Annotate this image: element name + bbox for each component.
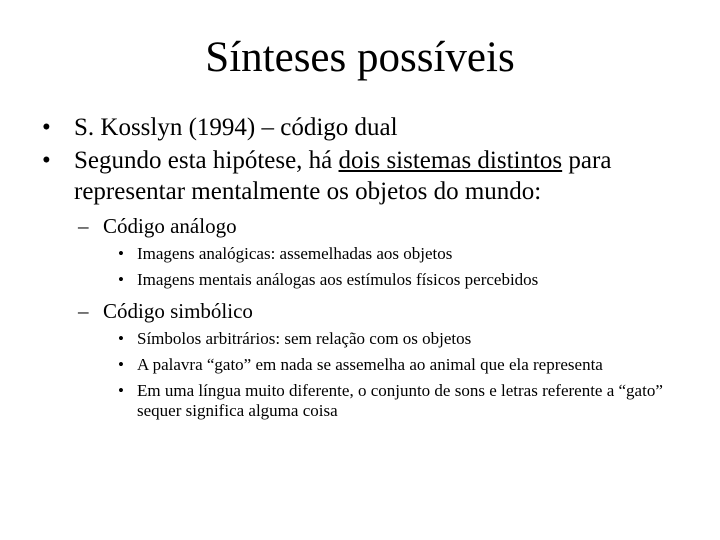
sub-point-label: Código simbólico	[103, 299, 253, 323]
list-item	[0, 270, 720, 290]
bullet-point-2-text-before: Segundo esta hipótese, há	[74, 147, 339, 174]
list-item-text: Em uma língua muito diferente, o conjunto de sons e letras referente a “gato” sequer significa alguma coisa	[137, 381, 663, 420]
slide-title: Sínteses possíveis	[205, 34, 515, 81]
dash-icon: –	[78, 214, 89, 238]
dash-icon: –	[78, 299, 89, 323]
bullet-icon: •	[42, 147, 51, 174]
bullet-point-2	[0, 145, 720, 207]
bullet-icon: •	[42, 114, 51, 141]
bullet-icon: •	[118, 244, 124, 263]
list-item	[0, 244, 720, 264]
list-item	[0, 381, 720, 421]
sub-point-symbolic-code	[0, 298, 720, 324]
list-item-text: Símbolos arbitrários: sem relação com os objetos	[137, 329, 472, 348]
list-item-text: Imagens mentais análogas aos estímulos físicos percebidos	[137, 270, 539, 289]
bullet-point-1	[0, 112, 720, 143]
sub-point-analog-code	[0, 213, 720, 239]
bullet-point-2-underlined-text: dois sistemas distintos	[338, 147, 563, 174]
list-item	[0, 329, 720, 349]
bullet-icon: •	[118, 270, 124, 289]
bullet-point-1-text: S. Kosslyn (1994) – código dual	[74, 114, 398, 141]
list-item	[0, 355, 720, 375]
sub-point-label: Código análogo	[103, 214, 237, 238]
bullet-icon: •	[118, 329, 124, 348]
list-item-text: Imagens analógicas: assemelhadas aos objetos	[137, 244, 453, 263]
slide-body	[0, 112, 720, 421]
bullet-point-2-text-after: para representar mentalmente os objetos do mundo:	[74, 147, 612, 205]
list-item-text: A palavra “gato” em nada se assemelha ao animal que ela representa	[137, 355, 603, 374]
bullet-icon: •	[118, 355, 124, 374]
bullet-icon: •	[118, 381, 124, 400]
